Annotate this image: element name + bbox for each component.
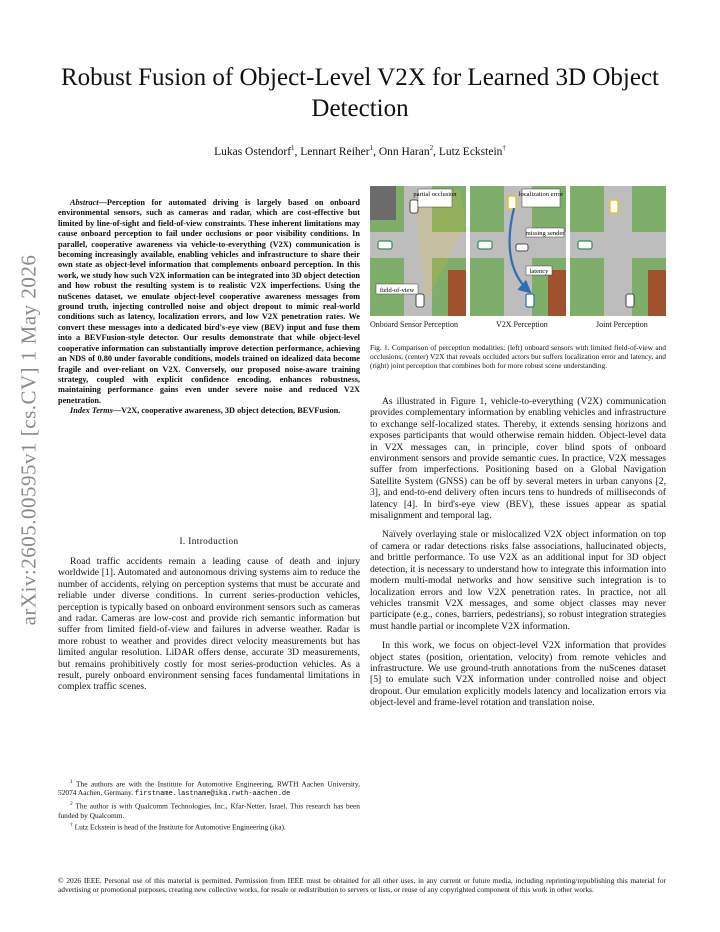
label-missing-sender: missing sender: [525, 230, 565, 237]
panel-label: V2X Perception: [496, 320, 548, 329]
intro-paragraph: Naïvely overlaying stale or mislocalized V2X object information on top of camera or radar detections risks false associations, hallucinated objects, and brittle performance. To use V2X as an additional input for 3D object detection, it is necessary to understand how to integrate this information into modern multi-modal networks and how sensitive such integration is to localization errors and low V2X penetration rates. In practice, not all vehicles transmit V2X messages, and some object classes may never participate (e.g., cones, barriers, pedestrians), so robust integration strategies must handle partial or incomplete V2X information.: [370, 529, 666, 632]
intro-paragraph: As illustrated in Figure 1, vehicle-to-everything (V2X) communication provides complementary information by enabling vehicles and infrastructure to exchange self-localized states. Thereby, it extends sensing horizons and exposes participants that would otherwise remain hidden. Object-level data in V2X messages can, in principle, cover blind spots of onboard environment sensors and provide semantic cues. In practice, V2X messages suffer from imperfections. Positioning based on a Global Navigation Satellite System (GNSS) can be off by several meters in urban canyons [2, 3], and end-to-end delivery often incurs tens to hundreds of milliseconds of latency [4]. In bird's-eye view (BEV), these issues appear as spatial misalignment and temporal lag.: [370, 396, 666, 522]
label-localization-error: localization error: [518, 191, 564, 198]
panel-label: Onboard Sensor Perception: [370, 320, 458, 329]
author-mark: 1: [369, 144, 374, 152]
author-name: Lutz Eckstein: [438, 145, 503, 158]
arxiv-id: arXiv:2605.00595v1 [cs.CV] 1 May 2026: [16, 254, 41, 626]
author-name: Onn Haran: [378, 145, 430, 158]
section-heading: I. Introduction: [179, 536, 239, 546]
author-mark: 1: [291, 144, 295, 152]
footnote-email: firstname.lastname@ika.rwth-aachen.de: [134, 790, 291, 799]
author-name: Lukas Ostendorf: [214, 145, 292, 158]
index-terms-label: Index Terms: [70, 406, 113, 416]
abstract-text: —Perception for automated driving is largely based on onboard environmental sensors, such as cameras and radar, which are cost-effective but limited by line-of-sight and field-of-view constraints. These inherent limitations may cause onboard perception to fail under occlusions or poor visibility conditions. In parallel, cooperative awareness via vehicle-to-everything (V2X) communication is becoming increasingly available, enabling vehicles and infrastructure to share their own state as object-level information that complements onboard perception. In this work, we study how such V2X information can be integrated into 3D object detection and how robust the resulting system is to realistic V2X imperfections. Using the nuScenes dataset, we emulate object-level cooperative awareness messages from ground truth, injecting controlled noise and object dropout to mimic real-world conditions such as latency, localization errors, and low V2X penetration rates. We convert these messages into a dedicated bird's-eye view (BEV) input and fuse them into a BEVFusion-style detector. Our results demonstrate that while object-level cooperative information can substantially improve detection performance, achieving an NDS of 0.80 under favorable conditions, models trained on idealized data become fragile and over-reliant on V2X. Conversely, our proposed noise-aware training strategy, coupled with explicit confidence encoding, enhances robustness, maintaining performance gains even under severe noise and reduced V2X penetration.: [58, 198, 360, 405]
copyright-notice: © 2026 IEEE. Personal use of this material is permitted. Permission from IEEE must be obtained for all other uses, in any current or future media, including reprinting/republishing this material for advertising or promotional purposes, creating new collective works, for resale or redistribution to servers or lists, or reuse of any copyrighted component of this work in other works.: [58, 876, 666, 894]
footnotes: $^1$ The authors are with the Institute for Automotive Engineering, RWTH Aachen University, 52074 Aachen, Germany. firstname.lastname@ika.rwth-aachen.de $^2$ The author is with Qualcomm Technologies, Inc., Kfar-Netter, Israel. This research has been funded by Qualcomm. † Lutz Eckstein is head of the Institute for Automotive Engineering (ika).: [58, 779, 360, 832]
author-mark: 2: [429, 144, 434, 152]
author-name: Lennart Reiher: [300, 145, 370, 158]
abstract-label: Abstract: [70, 198, 99, 207]
panel-onboard: [370, 186, 466, 316]
footnote-3: Lutz Eckstein is head of the Institute for Automotive Engineering (ika).: [74, 822, 286, 832]
footnote-2: The author is with Qualcomm Technologies, Inc., Kfar-Netter, Israel. This research has been funded by Qualcomm.: [58, 801, 360, 820]
panel-v2x: [470, 186, 566, 316]
abstract: [58, 198, 360, 417]
footnote-1: The authors are with the Institute for Automotive Engineering, RWTH Aachen University, 52074 Aachen, Germany.: [58, 779, 360, 798]
label-field-of-view: field-of-view: [379, 287, 415, 294]
label-latency: latency: [529, 268, 549, 275]
intro-paragraph: Road traffic accidents remain a leading cause of death and injury worldwide [1]. Automated and autonomous driving systems aim to reduce the number of accidents, relying on perception systems that must be accurate and reliable under diverse conditions. In current series-production vehicles, perception is typically based on onboard environment sensors such as cameras and radar. Cameras are low-cost and provide rich semantic information but suffer from limited field-of-view and failures in adverse weather. Radar is more robust to weather and provides direct velocity measurements but has limited angular resolution. LiDAR offers dense, accurate 3D measurements, but remains prohibitively costly for most series-production vehicles. As a result, purely onboard environment sensing faces fundamental limitations in complex traffic scenes.: [58, 556, 360, 693]
intro-left-column: [58, 556, 360, 693]
intro-paragraph: In this work, we focus on object-level V2X information that provides object states (position, orientation, velocity) from remote vehicles and infrastructure. We use ground-truth annotations from the nuScenes dataset [5] to emulate such V2X information under controlled noise and object dropout. Our emulation explicitly models latency and localization errors via object-level and frame-level rotation and translation noise.: [370, 640, 666, 709]
label-partial-occlusion: partial occlusion: [413, 191, 457, 198]
figure-1: [370, 186, 666, 316]
panel-label: Joint Perception: [596, 320, 648, 329]
figure-caption: Fig. 1. Comparison of perception modalities: (left) onboard sensors with limited field-of-view and occlusions, (center) V2X that reveals occluded actors but suffers localization error and latency, and (right) joint perception that combines both for more robust scene understanding.: [370, 343, 666, 370]
author-mark: †: [502, 144, 506, 152]
author-list: Lukas Ostendorf$^1$, Lennart Reiher$^1$, Onn Haran$^2$, Lutz Eckstein†: [214, 144, 506, 158]
intro-right-column: [370, 396, 666, 717]
arxiv-watermark: [14, 230, 44, 650]
index-terms: —V2X, cooperative awareness, 3D object detection, BEVFusion.: [112, 406, 341, 416]
paper-title: Robust Fusion of Object-Level V2X for Learned 3D Object Detection: [60, 64, 659, 122]
panel-joint: [570, 186, 666, 316]
